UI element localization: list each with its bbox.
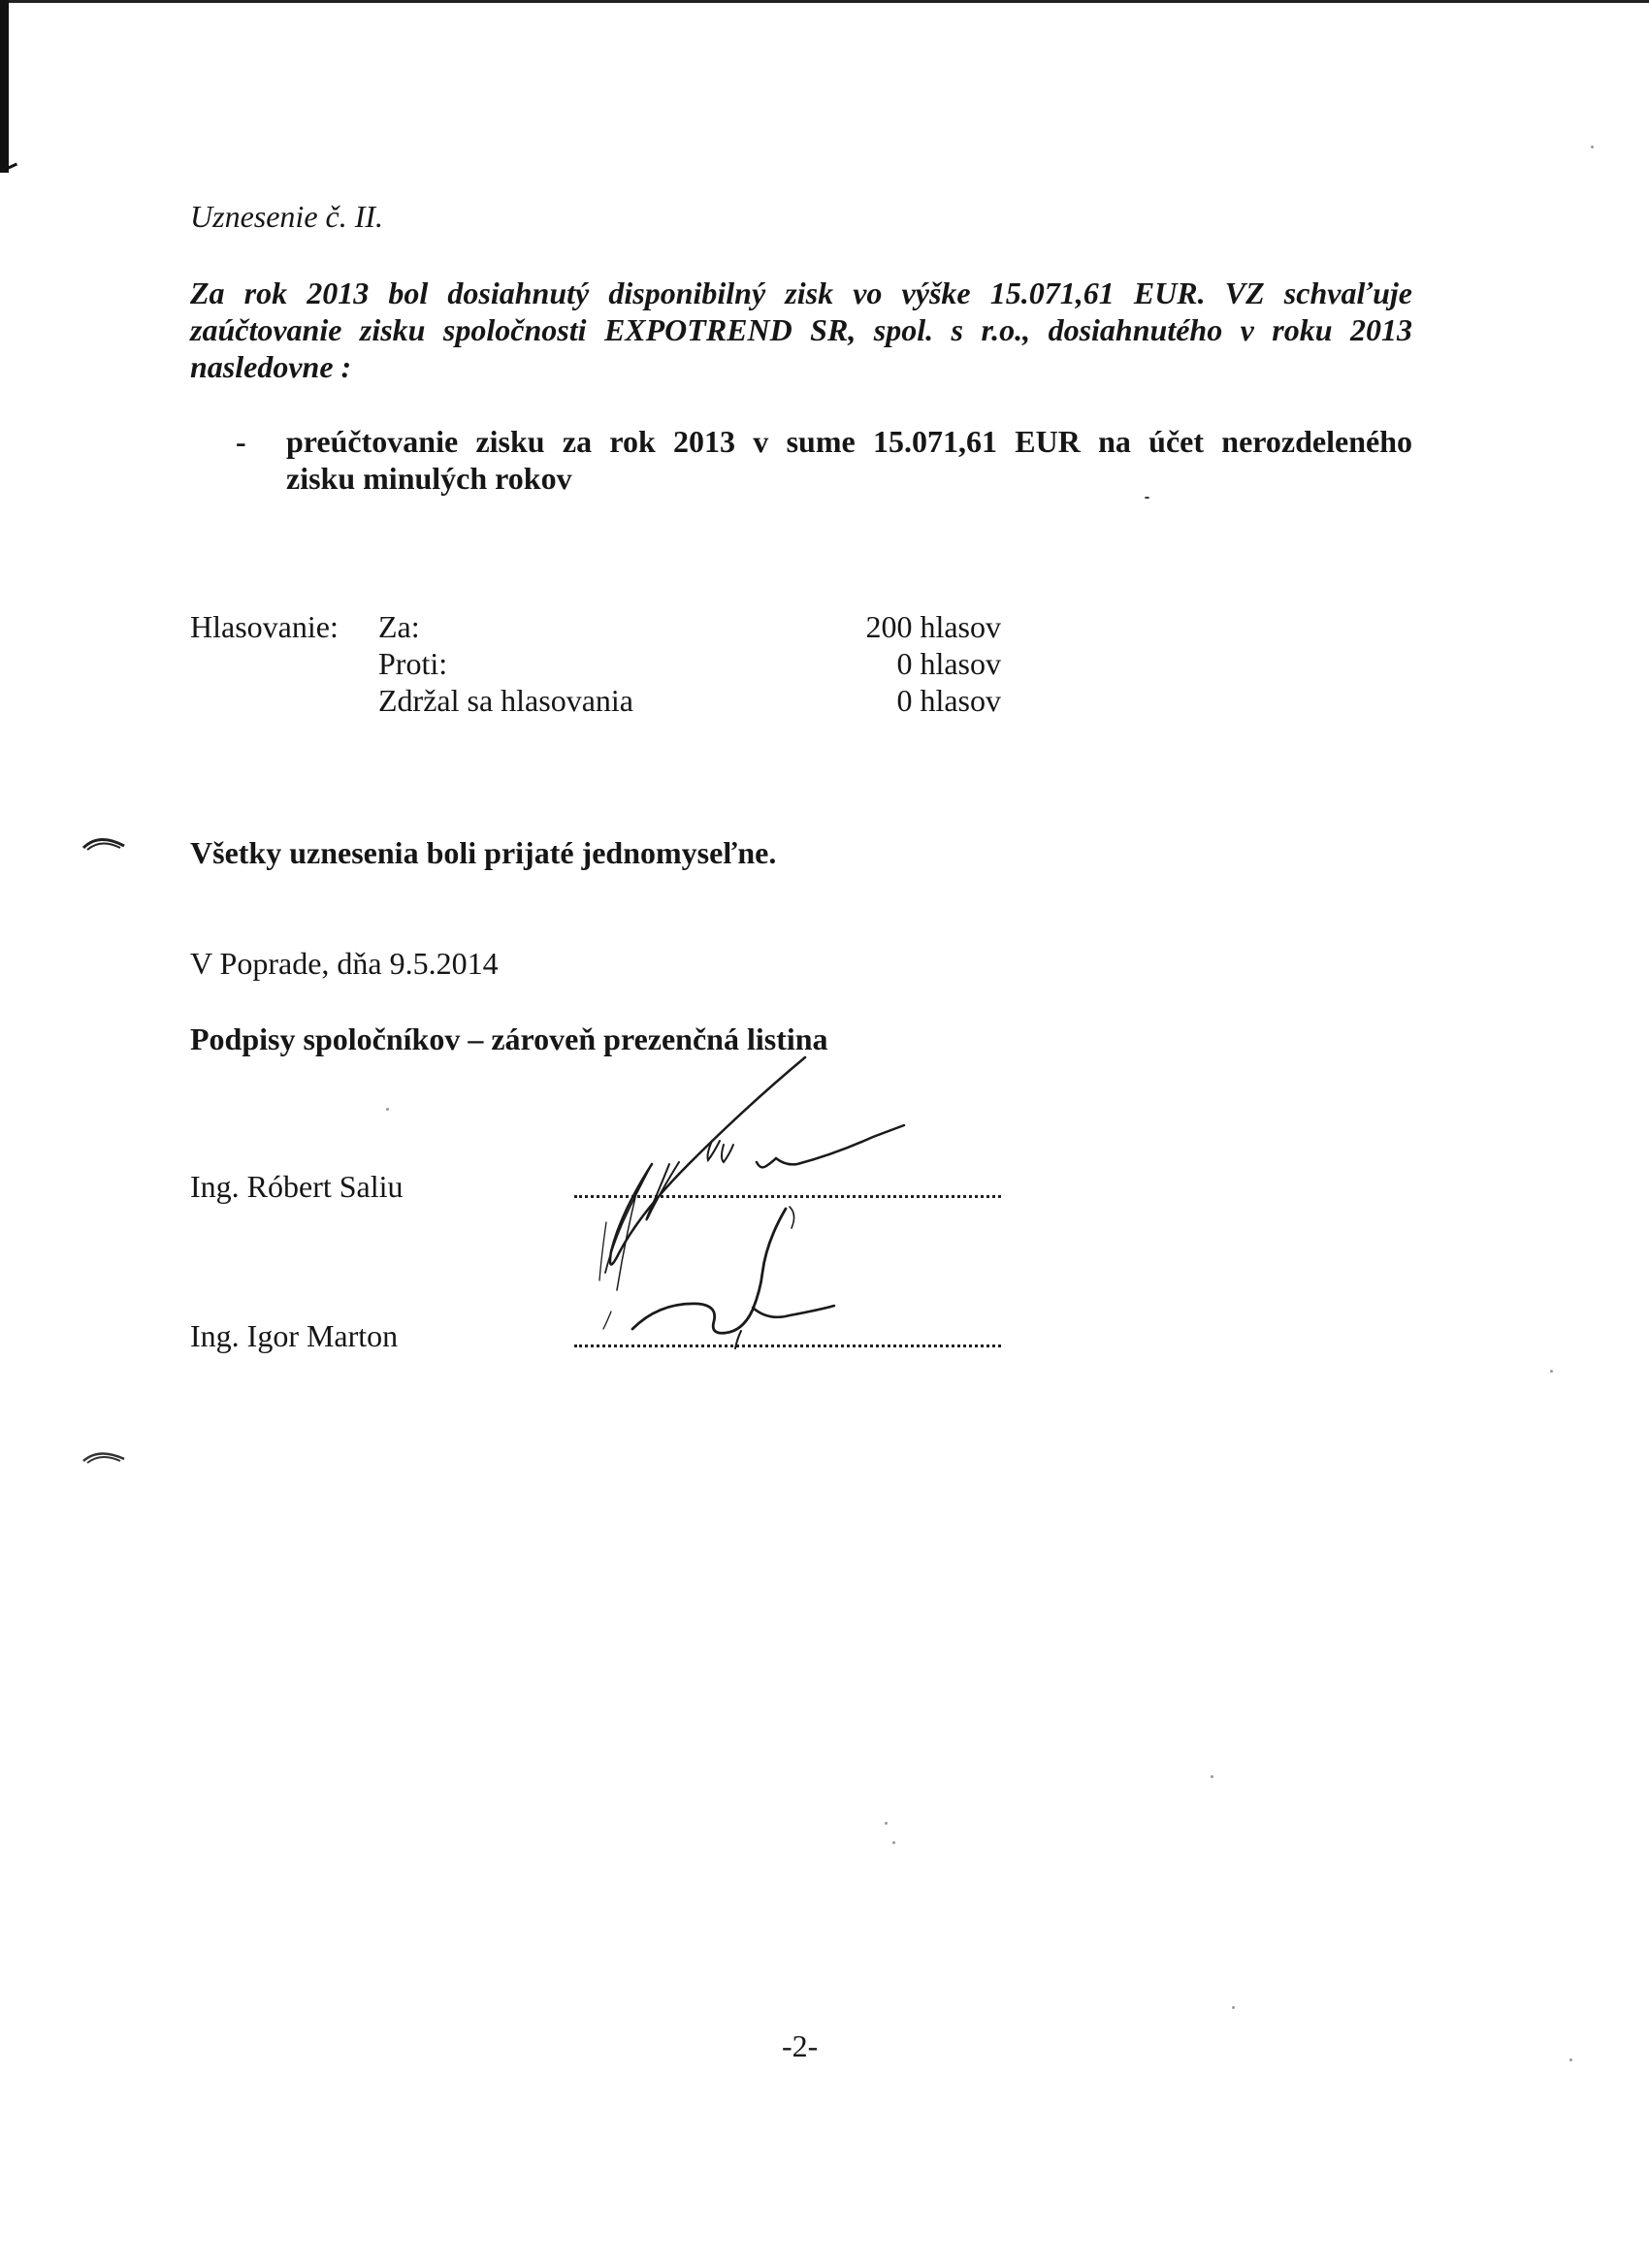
scan-speck [1569,2058,1572,2061]
vote-count-against: 0 hlasov [896,646,1001,681]
handwritten-signatures [543,1048,989,1368]
scan-speck [885,1822,888,1825]
scan-speck [1232,2006,1235,2009]
voting-label: Hlasovanie: [190,609,339,644]
vote-count-for: 200 hlasov [865,609,1001,644]
page-number: -2- [782,2028,819,2063]
resolution-paragraph-line-1: Za rok 2013 bol dosiahnutý disponibilný zisk vo výške 15.071,61 EUR. VZ schvaľuje [190,275,1412,310]
scan-speck [1591,146,1594,148]
punch-hole-mark-bottom [81,1443,126,1465]
place-date: V Poprade, dňa 9.5.2014 [190,946,499,981]
scan-speck [386,1108,389,1111]
scan-speck [1211,1775,1213,1778]
vote-count-abstain: 0 hlasov [896,683,1001,718]
signature-saliu [599,1057,904,1329]
signatures-heading: Podpisy spoločníkov – zároveň prezenčná listina [190,1021,828,1056]
vote-option-abstain: Zdržal sa hlasovania [378,683,633,718]
scan-speck [892,1841,895,1844]
resolution-paragraph-line-3: nasledovne : [190,349,352,384]
bullet-marker: - [236,424,246,459]
signatory-name-2: Ing. Igor Marton [190,1318,399,1353]
scan-speck [1550,1370,1553,1373]
bullet-item-line-1: preúčtovanie zisku za rok 2013 v sume 15.071,61 EUR na účet nerozdeleného [286,424,1412,459]
vote-option-for: Za: [378,609,420,644]
scan-border-top [0,0,1649,3]
signatory-name-1: Ing. Róbert Saliu [190,1169,404,1204]
bullet-item-line-2: zisku minulých rokov [286,461,572,496]
vote-option-against: Proti: [378,646,448,681]
scan-border-left [0,0,9,173]
scan-speck [1145,497,1149,499]
punch-hole-mark-top [81,830,126,852]
signature-marton [632,1207,834,1348]
resolution-heading: Uznesenie č. II. [190,199,384,234]
unanimous-statement: Všetky uznesenia boli prijaté jednomyseľne. [190,835,777,870]
resolution-paragraph-line-2: zaúčtovanie zisku spoločnosti EXPOTREND SR, spol. s r.o., dosiahnutého v roku 2013 [190,312,1412,347]
